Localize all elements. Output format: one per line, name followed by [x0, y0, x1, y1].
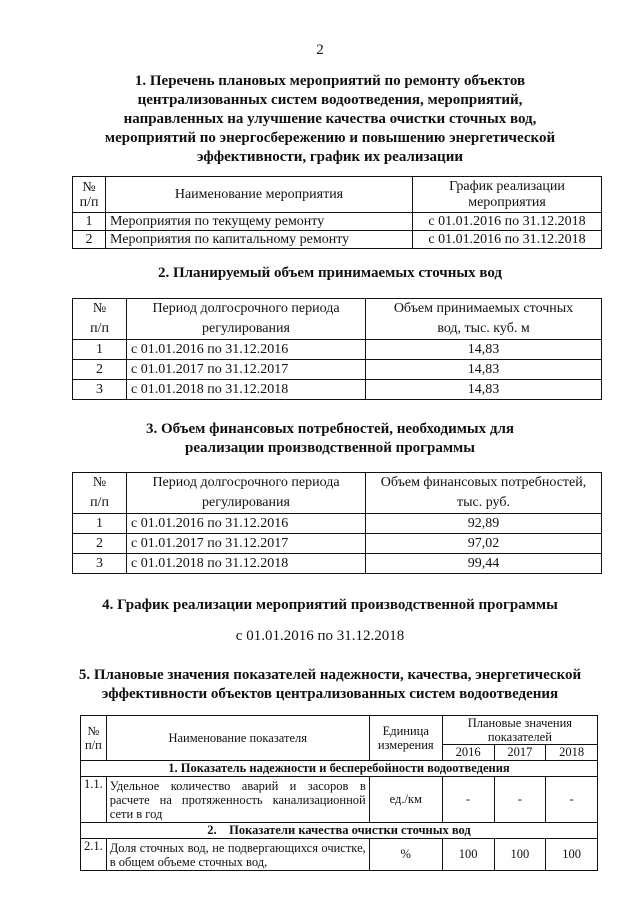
years-row: 2016 2017 2018	[81, 745, 598, 761]
table-header-row	[73, 177, 602, 213]
table-row: 1 с 01.01.2016 по 31.12.2016 92,89	[73, 514, 602, 534]
name-header: Наименование мероприятия	[106, 177, 413, 213]
table-row: 1 Мероприятия по текущему ремонту с 01.01.2016 по 31.12.2018	[73, 213, 602, 231]
table-header-row: № п/п Наименование показателя Единица измерения Плановые значения показателей	[81, 716, 598, 745]
group-row: 2. Показатели качества очистки сточных вод	[81, 823, 598, 839]
section4-title: 4. График реализации мероприятий производственной программы	[102, 597, 558, 613]
section3-table	[72, 472, 602, 574]
section2-title: 2. Планируемый объем принимаемых сточных вод	[157, 265, 503, 281]
schedule-header: График реализации мероприятия	[413, 177, 602, 213]
table-header-row: № п/п Период долгосрочного периода регулирования Объем финансовых потребностей, тыс. руб.	[73, 473, 602, 514]
table-row: 1.1. Удельное количество аварий и засоров в расчете на протяженность канализационной сети в год ед./км - - -	[81, 777, 598, 823]
num-header: № п/п	[73, 177, 106, 213]
table-row: 3 с 01.01.2018 по 31.12.2018 99,44	[73, 554, 602, 574]
table-row: 2 с 01.01.2017 по 31.12.2017 14,83	[73, 360, 602, 380]
table-header-row: № п/п Период долгосрочного периода регулирования Объем принимаемых сточных вод, тыс. куб. м	[73, 299, 602, 340]
section3-title: 3. Объем финансовых потребностей, необходимых для реализации производственной программы	[145, 421, 515, 456]
section1-title: 1. Перечень плановых мероприятий по ремонту объектов централизованных систем водоотведения, мероприятий, направленных на улучшение качества очистки сточных вод, мероприятий по энергосбережению и повышению энергетической эффективности, график их реализации	[104, 73, 556, 165]
table-row: 2.1. Доля сточных вод, не подвергающихся очистке, в общем объеме сточных вод, % 100 100 100	[81, 839, 598, 871]
page-number: 2	[316, 42, 324, 58]
table-row: 3 с 01.01.2018 по 31.12.2018 14,83	[73, 380, 602, 400]
table-row: 2 Мероприятия по капитальному ремонту с 01.01.2016 по 31.12.2018	[73, 231, 602, 249]
table-row: 1 с 01.01.2016 по 31.12.2016 14,83	[73, 340, 602, 360]
section4-period: с 01.01.2016 по 31.12.2018	[235, 628, 405, 644]
group-row: 1. Показатель надежности и бесперебойности водоотведения	[81, 761, 598, 777]
table-row: 2 с 01.01.2017 по 31.12.2017 97,02	[73, 534, 602, 554]
section5-table	[80, 715, 598, 871]
section1-table	[72, 176, 602, 249]
section2-table	[72, 298, 602, 400]
section5-title: 5. Плановые значения показателей надежности, качества, энергетической эффективности объектов централизованных систем водоотведения	[78, 667, 582, 702]
